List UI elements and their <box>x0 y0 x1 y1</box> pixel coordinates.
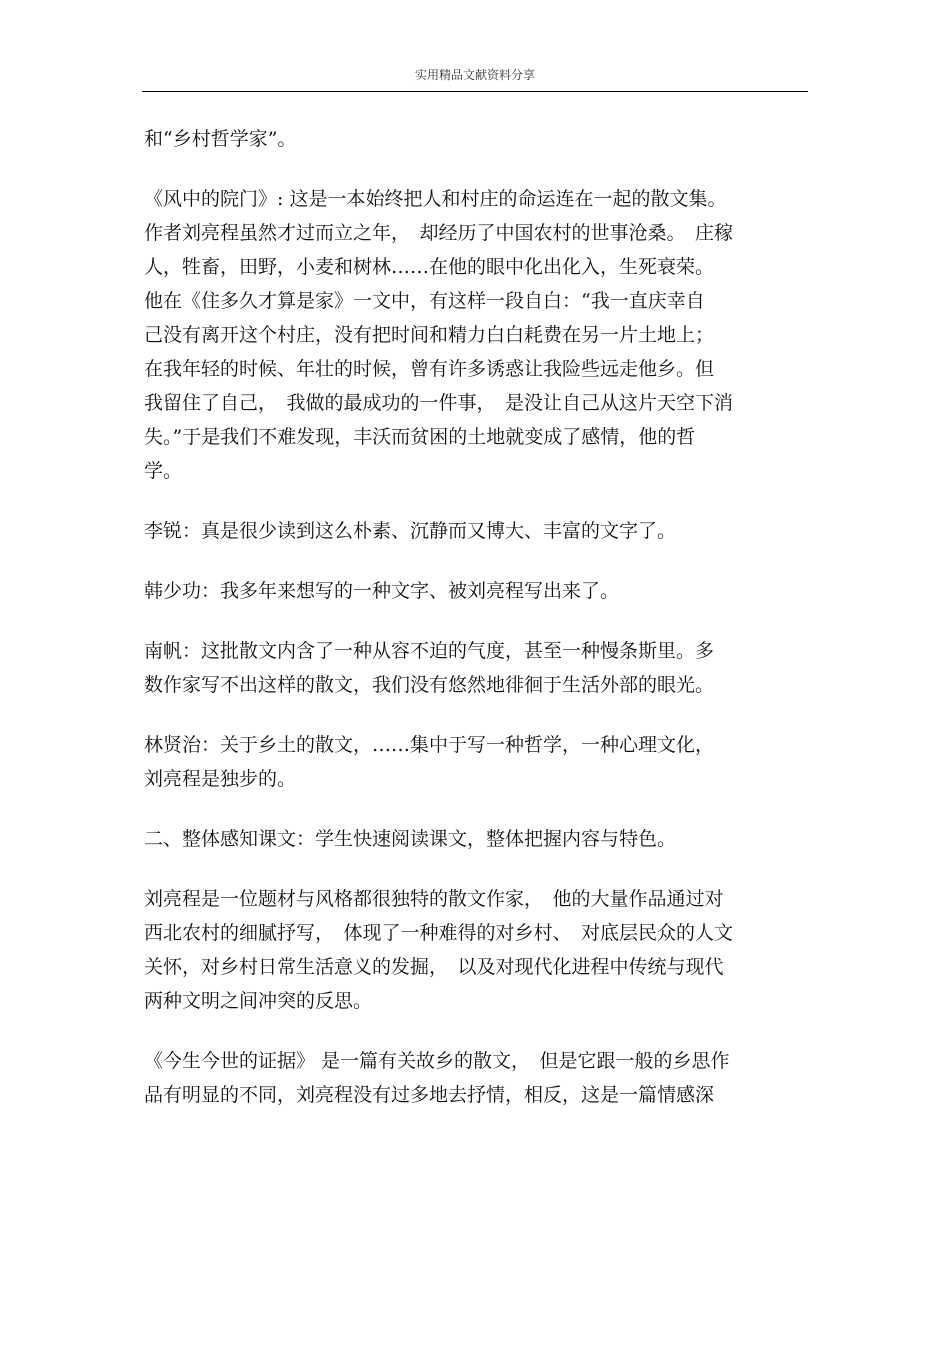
text-line: 己没有离开这个村庄，没有把时间和精力白白耗费在另一片土地上； <box>144 324 715 346</box>
paragraph <box>144 574 810 608</box>
text-line: 人，牲畜，田野，小麦和树林……在他的眼中化出化入，生死衰荣。 <box>144 256 715 278</box>
text-line: 和“乡村哲学家”。 <box>144 128 297 150</box>
text-line: 在我年轻的时候、年壮的时候，曾有许多诱惑让我险些远走他乡。但 <box>144 358 715 380</box>
text-line: 韩少功：我多年来想写的一种文字、被刘亮程写出来了。 <box>144 580 620 602</box>
paragraph <box>144 882 810 1018</box>
paragraph <box>144 182 810 488</box>
document-body <box>144 122 810 1138</box>
header-divider <box>142 91 808 92</box>
text-line: 林贤治：关于乡土的散文，……集中于写一种哲学，一种心理文化， <box>144 734 715 756</box>
paragraph <box>144 122 810 156</box>
text-line: 南帆：这批散文内含了一种从容不迫的气度，甚至一种慢条斯里。多 <box>144 640 715 662</box>
text-line: 我留住了自己， 我做的最成功的一件事， 是没让自己从这片天空下消 <box>144 392 734 414</box>
page-header: 实用精品文献资料分享 <box>414 68 535 82</box>
text-line: 二、整体感知课文：学生快速阅读课文，整体把握内容与特色。 <box>144 828 677 850</box>
text-line: 《风中的院门》: 这是一本始终把人和村庄的命运连在一起的散文集。 <box>144 188 727 210</box>
paragraph <box>144 634 810 702</box>
paragraph <box>144 822 810 856</box>
text-line: 西北农村的细腻抒写， 体现了一种难得的对乡村、 对底层民众的人文 <box>144 922 734 944</box>
text-line: 关怀，对乡村日常生活意义的发掘， 以及对现代化进程中传统与现代 <box>144 956 724 978</box>
text-line: 失。”于是我们不难发现，丰沃而贫困的土地就变成了感情，他的哲 <box>144 426 696 448</box>
text-line: 他在《住多久才算是家》一文中，有这样一段自白：“我一直庆幸自 <box>144 290 705 312</box>
text-line: 作者刘亮程虽然才过而立之年， 却经历了中国农村的世事沧桑。 庄稼 <box>144 222 734 244</box>
paragraph <box>144 1044 810 1112</box>
text-line: 《今生今世的证据》 是一篇有关故乡的散文， 但是它跟一般的乡思作 <box>144 1050 730 1072</box>
text-line: 品有明显的不同，刘亮程没有过多地去抒情，相反，这是一篇情感深 <box>144 1084 715 1106</box>
text-line: 刘亮程是独步的。 <box>144 768 297 790</box>
text-line: 刘亮程是一位题材与风格都很独特的散文作家， 他的大量作品通过对 <box>144 888 724 910</box>
text-line: 学。 <box>144 460 183 482</box>
text-line: 李锐：真是很少读到这么朴素、沉静而又博大、丰富的文字了。 <box>144 520 677 542</box>
text-line: 两种文明之间冲突的反思。 <box>144 990 373 1012</box>
paragraph <box>144 514 810 548</box>
paragraph <box>144 728 810 796</box>
text-line: 数作家写不出这样的散文，我们没有悠然地徘徊于生活外部的眼光。 <box>144 674 715 696</box>
